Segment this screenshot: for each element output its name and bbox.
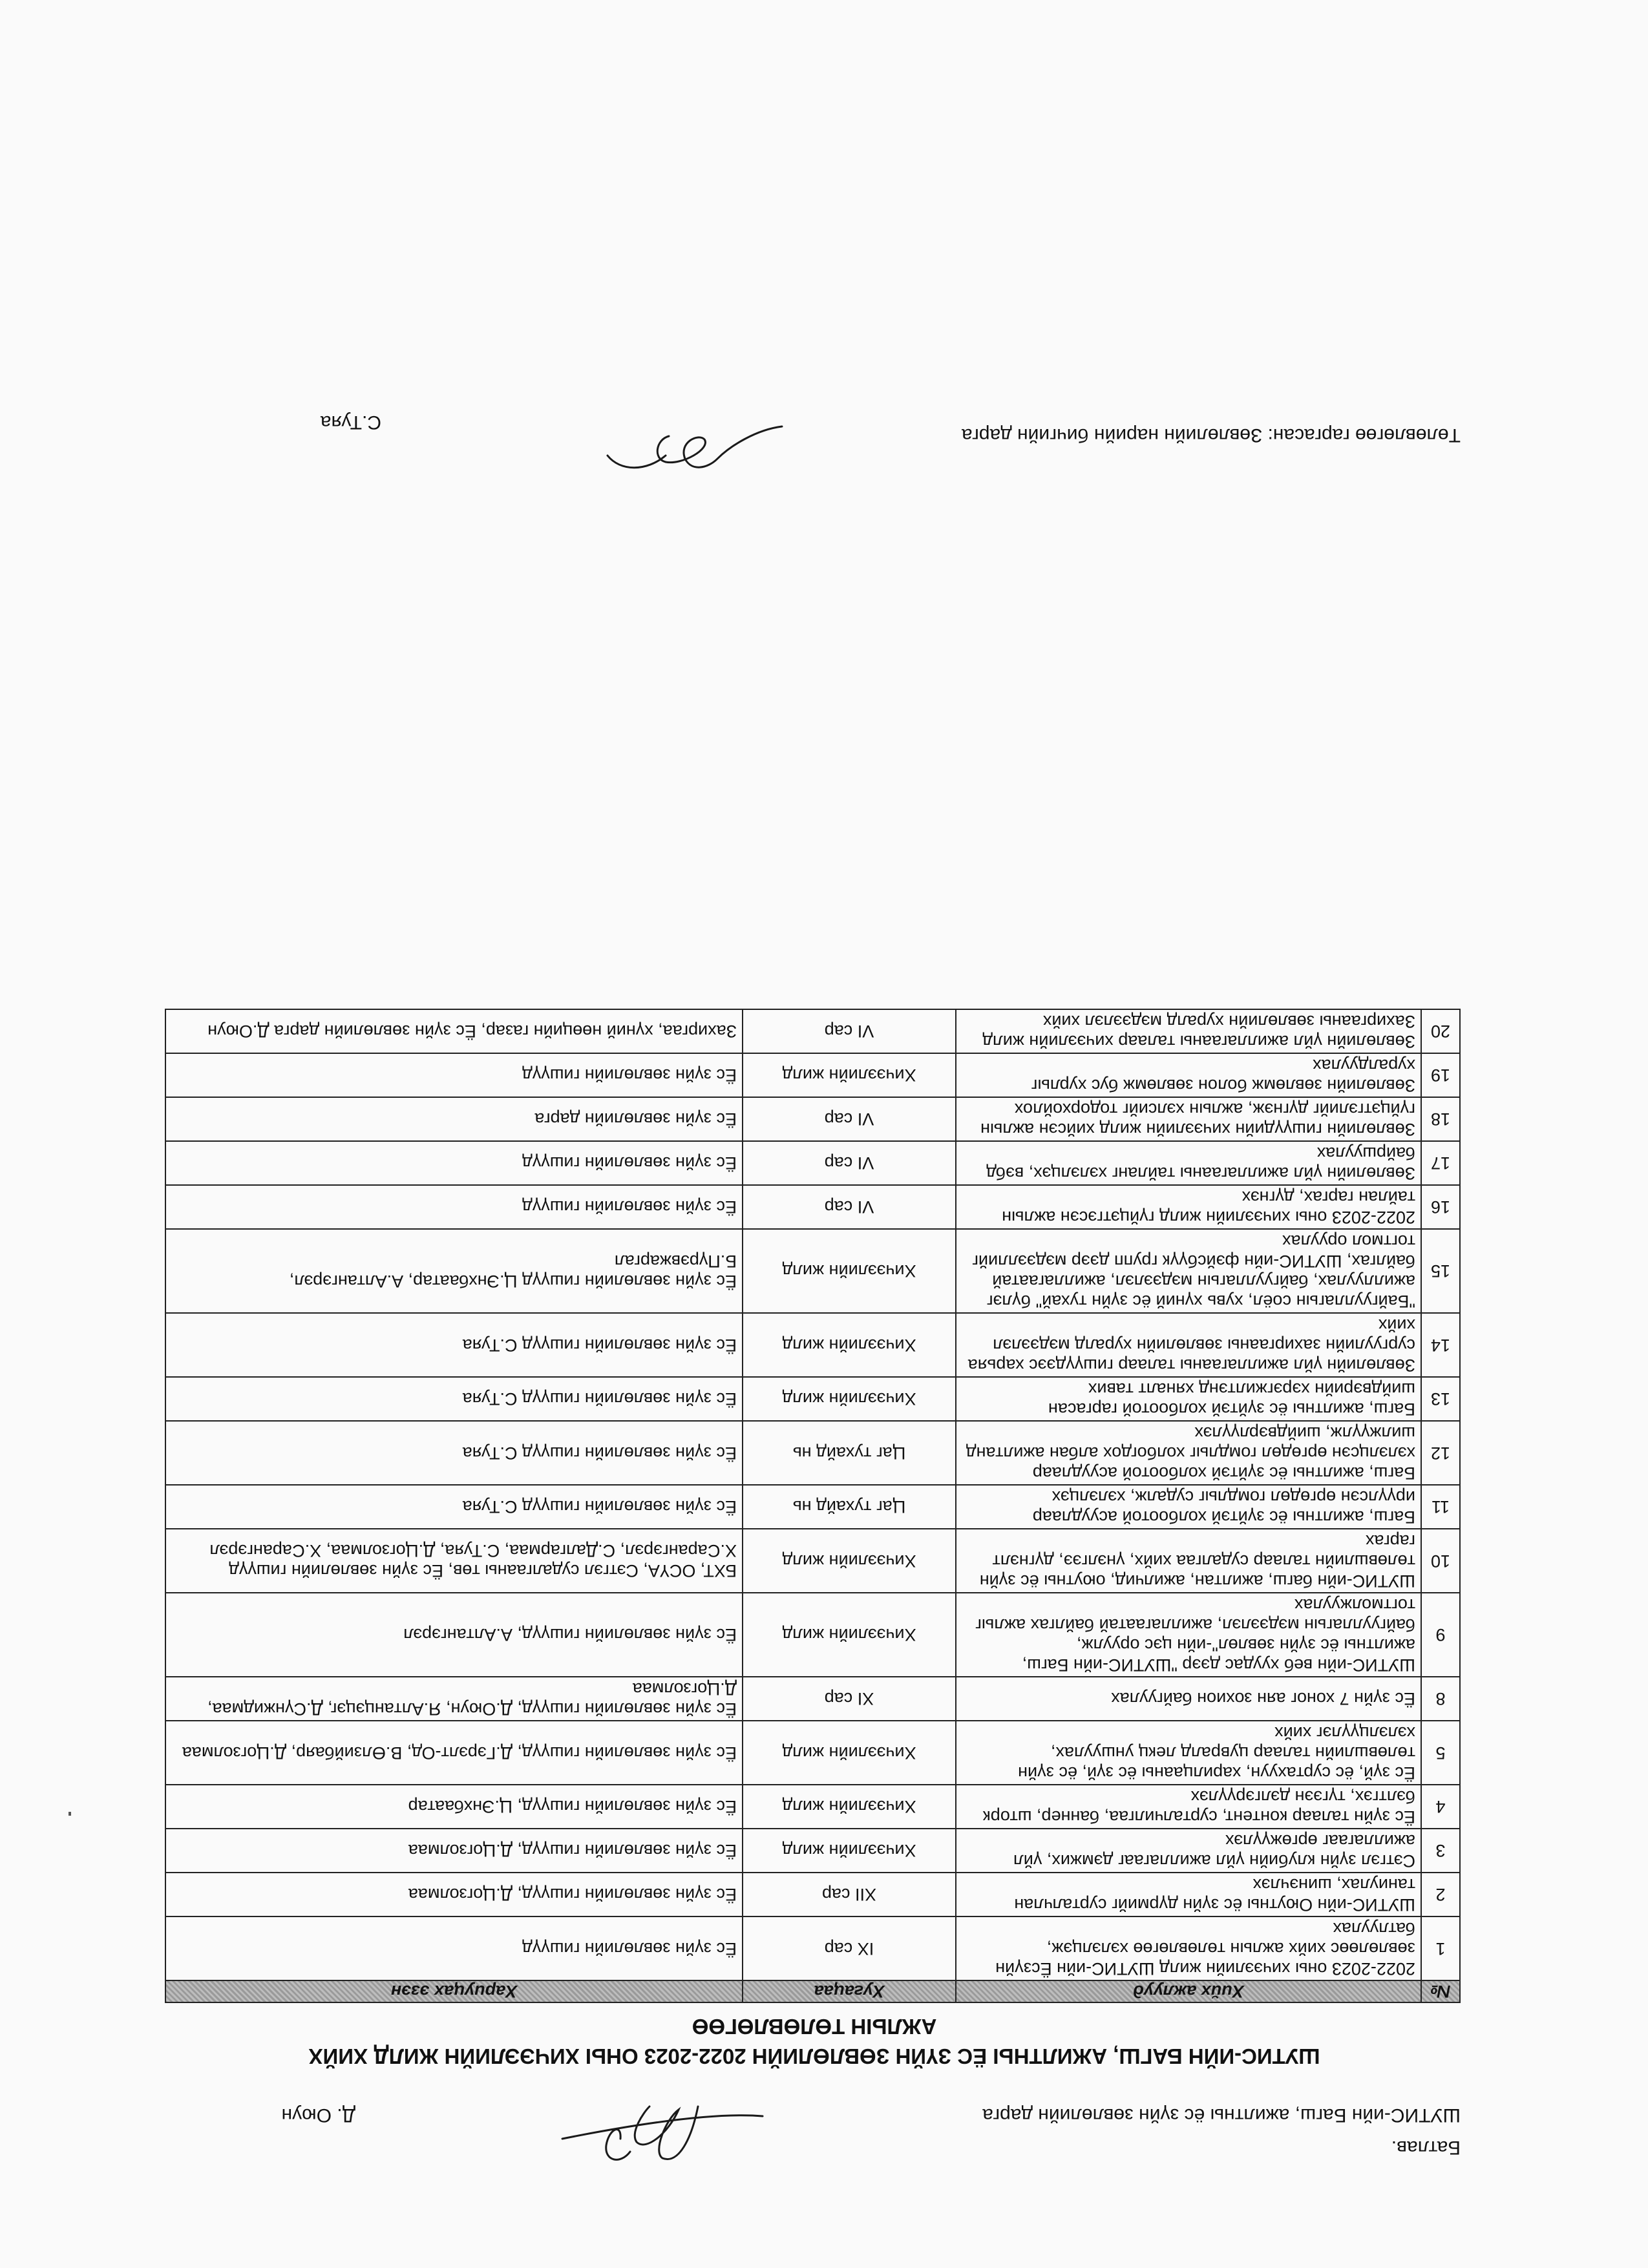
row-number: 16 xyxy=(1421,1185,1460,1229)
row-responsible: Ёс зүйн зөвлөлийн гишүүд С.Туяа xyxy=(165,1377,743,1421)
row-deadline: Хичээлийн жилд xyxy=(743,1053,956,1097)
row-deadline: Цаг тухайд нь xyxy=(743,1485,956,1529)
row-responsible: Ёс зүйн зөвлөлийн гишүүд, Ц.Энхбаатар xyxy=(165,1785,743,1829)
row-responsible: Ёс зүйн зөвлөлийн гишүүд, Д.Цогзолмаа xyxy=(165,1873,743,1916)
header-deadline: Хугацаа xyxy=(743,1980,956,2002)
row-responsible: Ёс зүйн зөвлөлийн гишүүд С.Туяа xyxy=(165,1313,743,1377)
preparer-signature xyxy=(588,407,795,485)
row-number: 4 xyxy=(1421,1785,1460,1829)
row-task: 2022-2023 оны хичээлийн жилд ШУТИС-ийн Ёсзүйн зөвлөлөөс хийх ажлын төлөвлөгөө хэлэлцэж, батлуулах xyxy=(956,1916,1421,1980)
header-number: № xyxy=(1421,1980,1460,2002)
row-number: 18 xyxy=(1421,1097,1460,1141)
row-deadline: Хичээлийн жилд xyxy=(743,1229,956,1313)
row-task: "Байгууллагын соёл, хувь хүний ёс зүйн тухай" бүлэг ажиллуулах, байгууллагын мэдээлэл, ажиллагаатай байлгах, ШУТИС-ийн фэйсбүүк групп дээр мэдээллийг тогтмол оруулах xyxy=(956,1229,1421,1313)
table-row xyxy=(165,1053,1460,1097)
row-responsible: Ёс зүйн зөвлөлийн гишүүд, Д.Цогзолмаа xyxy=(165,1829,743,1873)
table-row xyxy=(165,1829,1460,1873)
row-deadline: XI сар xyxy=(743,1677,956,1721)
row-deadline: VI сар xyxy=(743,1185,956,1229)
row-deadline: IX сар xyxy=(743,1916,956,1980)
row-task: Багш, ажилтны ёс зүйтэй холбоотой асуудлаар хэлэлцсэн өргөдөл гомдлыг холбогдох албан ажилтанд шилжүүлж, шийдвэрлүүлэх xyxy=(956,1421,1421,1485)
row-task: ШУТИС-ийн веб хуудас дээр "ШУТИС-ийн Багш, ажилтны ёс зүйн зөвлөл"-ийн цэс оруулж, байгууллагын мэдээлэл, ажиллагаатай байлгах ажлыг тогтмолжуулах xyxy=(956,1593,1421,1677)
row-responsible: Ёс зүйн зөвлөлийн гишүүд С.Туяа xyxy=(165,1485,743,1529)
row-task: Зөвлөлийн үйл ажиллагааны тайланг хэлэлцэх, вэбд байршуулах xyxy=(956,1141,1421,1185)
row-task: Багш, ажилтны ёс зүйтэй холбоотой асуудлаар ирүүлсэн өргөдөл гомдлыг судалж, хэлэлцэх xyxy=(956,1485,1421,1529)
row-deadline: Цаг тухайд нь xyxy=(743,1421,956,1485)
row-deadline: XII сар xyxy=(743,1873,956,1916)
work-plan-table xyxy=(165,1009,1461,2003)
approval-label: Батлав. xyxy=(1391,2137,1461,2158)
prepared-by-label: Төлөвлөгөө гаргасан: Зөвлөлийн нарийн бичгийн дарга xyxy=(961,425,1461,446)
row-responsible: Ёс зүйн зөвлөлийн дарга xyxy=(165,1097,743,1141)
row-number: 11 xyxy=(1421,1485,1460,1529)
row-task: ШУТИС-ийн багш, ажилтан, ажилчид, оюутны ёс зүйн төлөвшлийн талаар судалгаа хийх, үнэлгээ, дүгнэлт гаргах xyxy=(956,1529,1421,1593)
row-deadline: Хичээлийн жилд xyxy=(743,1377,956,1421)
row-number: 5 xyxy=(1421,1721,1460,1785)
table-row xyxy=(165,1485,1460,1529)
table-row xyxy=(165,1229,1460,1313)
table-row xyxy=(165,1677,1460,1721)
row-deadline: Хичээлийн жилд xyxy=(743,1829,956,1873)
table-row xyxy=(165,1141,1460,1185)
row-task: Зөвлөлийн үйл ажиллагааны талаар гишүүдээс харьяа сургуулийн захиргааны зөвлөлийн хуралд мэдээлэл хийх xyxy=(956,1313,1421,1377)
table-row xyxy=(165,1377,1460,1421)
row-number: 19 xyxy=(1421,1053,1460,1097)
title-line-1: ШУТИС-ИЙН БАГШ, АЖИЛТНЫ ЁС ЗҮЙН ЗӨВЛӨЛИЙН 2022-2023 ОНЫ ХИЧЭЭЛИЙН ЖИЛД ХИЙХ xyxy=(308,2044,1320,2068)
row-task: Зөвлөлийн гишүүдийн хичээлийн жилд хийсэн ажлын гүйцэтгэлийг дүгнэж, ажлын хэлсийг тодорхойлох xyxy=(956,1097,1421,1141)
row-responsible: Ёс зүйн зөвлөлийн гишүүд xyxy=(165,1141,743,1185)
row-task: Зөвлөлийн үйл ажиллагааны талаар хичээлийн жилд Захиргааны зөвлөлийн хуралд мэдээлэл хийх xyxy=(956,1009,1421,1053)
row-responsible: Ёс зүйн зөвлөлийн гишүүд xyxy=(165,1916,743,1980)
row-responsible: Ёс зүйн зөвлөлийн гишүүд xyxy=(165,1185,743,1229)
table-row xyxy=(165,1421,1460,1485)
row-task: Багш, ажилтны ёс зүйтэй холбоотой гаргасан шийдвэрийн хэрэгжилтэнд хяналт тавих xyxy=(956,1377,1421,1421)
row-task: Ёс зүйн 7 хоног аян зохион байгуулах xyxy=(956,1677,1421,1721)
row-responsible: Ёс зүйн зөвлөлийн гишүүд, Д.Оюун, Я.Алтанцэцэг, Д.Сүнжидмаа, Д.Цогзолмаа xyxy=(165,1677,743,1721)
row-deadline: Хичээлийн жилд xyxy=(743,1785,956,1829)
row-deadline: Хичээлийн жилд xyxy=(743,1721,956,1785)
row-number: 12 xyxy=(1421,1421,1460,1485)
table-row xyxy=(165,1009,1460,1053)
row-deadline: Хичээлийн жилд xyxy=(743,1313,956,1377)
row-number: 15 xyxy=(1421,1229,1460,1313)
row-responsible: Ёс зүйн зөвлөлийн гишүүд С.Туяа xyxy=(165,1421,743,1485)
row-responsible: Ёс зүйн зөвлөлийн гишүүд xyxy=(165,1053,743,1097)
row-number: 10 xyxy=(1421,1529,1460,1593)
row-number: 3 xyxy=(1421,1829,1460,1873)
row-number: 14 xyxy=(1421,1313,1460,1377)
row-deadline: Хичээлийн жилд xyxy=(743,1593,956,1677)
document-title xyxy=(168,2011,1461,2071)
approver-name: Д. Оюун xyxy=(281,2105,355,2126)
row-task: Ёс зүйн талаар контент, сурталчилгаа, баннер, шторк бэлтгэх, түгээн дэлгэрүүлэх xyxy=(956,1785,1421,1829)
header-task: Хийх ажлууд xyxy=(956,1980,1421,2002)
table-header-row xyxy=(165,1980,1460,2002)
row-number: 13 xyxy=(1421,1377,1460,1421)
title-line-2: АЖЛЫН ТӨЛӨВЛӨГӨӨ xyxy=(692,2015,937,2039)
approver-position: ШУТИС-ийн Багш, ажилтны ёс зүйн зөвлөлийн дарга xyxy=(982,2105,1461,2126)
table-row xyxy=(165,1785,1460,1829)
prepared-by-name: С.Туяа xyxy=(320,412,381,433)
row-task: Ёс зүй, ёс суртахуун, харилцааны ёс зүй, ёс зүйн төлөвшлийн талаар цувралд лекц уншуулах, хэлэлцүүлэг хийх xyxy=(956,1721,1421,1785)
row-responsible: Ёс зүйн зөвлөлийн гишүүд Ц.Энхбаатар, А.Алтангэрэл, Б.Пүрэвжаргал xyxy=(165,1229,743,1313)
row-number: 20 xyxy=(1421,1009,1460,1053)
table-row xyxy=(165,1916,1460,1980)
row-number: 17 xyxy=(1421,1141,1460,1185)
table-row xyxy=(165,1097,1460,1141)
row-responsible: Ёс зүйн зөвлөлийн гишүүд, Д.Гэрэлт-Од, В.Өлзийбаяр, Д.Цогзолмаа xyxy=(165,1721,743,1785)
row-number: 2 xyxy=(1421,1873,1460,1916)
row-deadline: Хичээлийн жилд xyxy=(743,1529,956,1593)
table-row xyxy=(165,1313,1460,1377)
row-task: 2022-2023 оны хичээлийн жилд гүйцэтгэсэн ажлын тайлан гаргах, дүгнэх xyxy=(956,1185,1421,1229)
table-row xyxy=(165,1873,1460,1916)
row-responsible: Ёс зүйн зөвлөлийн гишүүд, А.Алтангэрэл xyxy=(165,1593,743,1677)
row-number: 9 xyxy=(1421,1593,1460,1677)
row-number: 1 xyxy=(1421,1916,1460,1980)
approver-signature xyxy=(517,2094,776,2178)
row-responsible: Захиргаа, хүний нөөцийн газар, Ёс зүйн зөвлөлийн дарга Д.Оюун xyxy=(165,1009,743,1053)
table-row xyxy=(165,1529,1460,1593)
table-body xyxy=(165,1009,1460,1980)
row-deadline: VI сар xyxy=(743,1141,956,1185)
row-task: ШУТИС-ийн Оюутны ёс зүйн дүрмийг сурталчлан таниулах, шинэчлэх xyxy=(956,1873,1421,1916)
row-number: 8 xyxy=(1421,1677,1460,1721)
table-row xyxy=(165,1593,1460,1677)
header-responsible: Хариуцах эзэн xyxy=(165,1980,743,2002)
row-deadline: VI сар xyxy=(743,1009,956,1053)
row-deadline: VI сар xyxy=(743,1097,956,1141)
scan-artifact xyxy=(69,1812,71,1816)
table-row xyxy=(165,1185,1460,1229)
row-task: Сэтгэл зүйн клубийн үйл ажиллагааг дэмжих, үйл ажиллагааг өргөжүүлэх xyxy=(956,1829,1421,1873)
row-responsible: БХТ, ОСҮА, Сэтгэл судалгааны төв, Ёс зүйн зөвлөлийн гишүүд Х.Сарангэрэл, С.Далгармаа, С.Туяа, Д.Цогзолмаа, Х.Сарангэрэл xyxy=(165,1529,743,1593)
table-row xyxy=(165,1721,1460,1785)
row-task: Зөвлөлийн зөвлөмж болон зөвлөмж бус хурлыг хуралдуулах xyxy=(956,1053,1421,1097)
